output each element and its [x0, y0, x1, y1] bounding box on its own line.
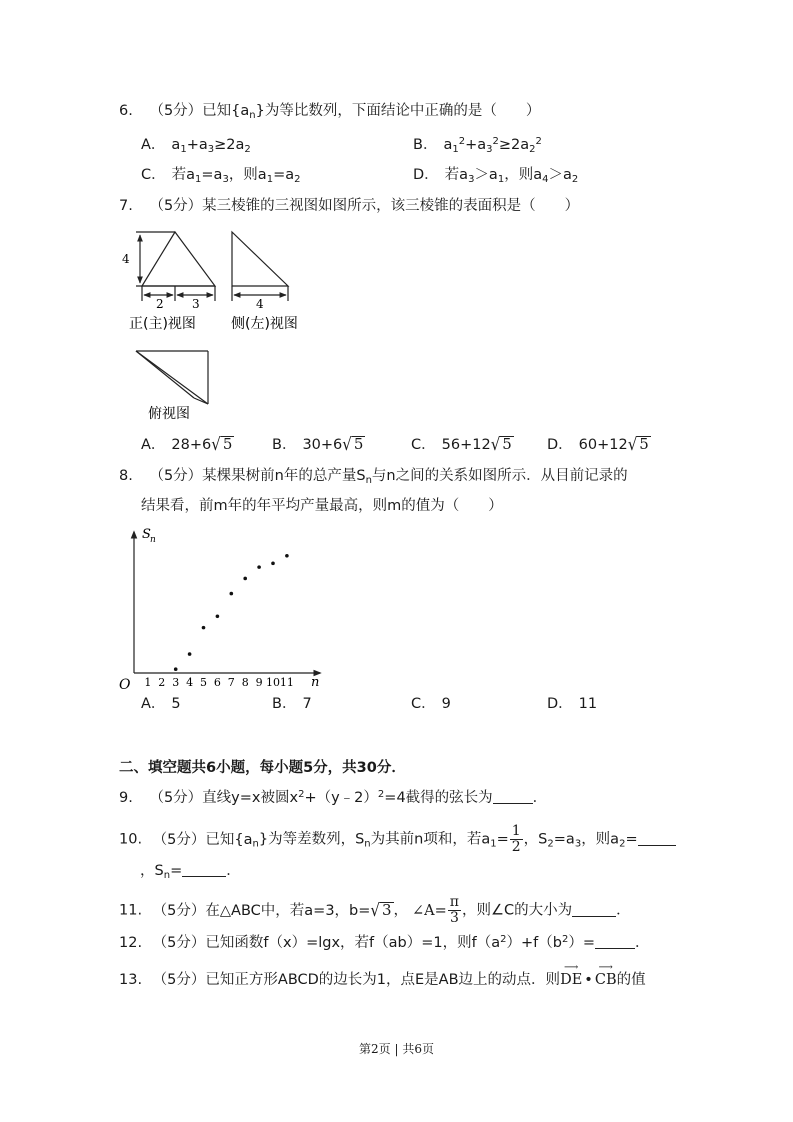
data-point	[174, 667, 178, 671]
q7-option-b[interactable]: B． 30+6√ 5	[272, 433, 364, 455]
q8-option-c[interactable]: C． 9	[411, 696, 451, 712]
x-tick-label: 2	[158, 676, 166, 689]
data-point	[216, 614, 220, 618]
q6-number: 6.	[119, 103, 133, 119]
top-view	[136, 351, 208, 404]
x-tick-label: 4	[186, 676, 194, 689]
q7-option-c[interactable]: C． 56+12√ 5	[411, 433, 512, 455]
x-tick-label: 6	[213, 676, 221, 689]
x-tick-label: 7	[227, 676, 235, 689]
dim-side-label: 4	[256, 297, 264, 311]
q10-answer-blank-2[interactable]	[182, 862, 226, 877]
data-point	[285, 554, 289, 558]
front-view	[136, 232, 215, 301]
q8-number: 8.	[119, 468, 133, 484]
q8-option-d[interactable]: D． 11	[547, 696, 598, 712]
origin-label: O	[119, 677, 131, 692]
q11-answer-blank[interactable]	[572, 902, 616, 917]
side-view-label: 侧(左)视图	[231, 316, 298, 332]
q10-stem-line2: ，$S_n=$ ．	[140, 863, 241, 881]
q7-option-d[interactable]: D． 60+12√ 5	[547, 433, 649, 455]
page-footer: 第2页 | 共6页	[359, 1042, 434, 1056]
q10-stem: 10. （5分）已知$\{a_n\}$为等差数列，$S_n$为其前n项和，若$a_1=$ $\frac{1}{2}$ ，$S_2=a_3$，则$a_2=$	[119, 824, 676, 855]
x-tick-label: 9	[255, 676, 263, 689]
x-tick-label: 5	[200, 676, 207, 689]
section-2-heading: 二、填空题共6小题，每小题5分，共30分．	[119, 760, 406, 776]
q13-vector-de: ⟶ DE	[560, 962, 583, 988]
data-point	[257, 565, 261, 569]
y-axis-label: S	[142, 527, 151, 542]
q7-three-view-figure	[118, 226, 318, 426]
x-tick-label: 3	[172, 676, 180, 689]
dim-height-label: 4	[122, 252, 130, 266]
q11-fraction: $\frac{\pi}{3}$	[449, 894, 459, 926]
y-axis-label-sub: n	[150, 535, 156, 545]
q8-stem-line2: 结果看，前m年的年平均产量最高，则m的值为（ ）	[141, 498, 503, 514]
data-point	[230, 592, 234, 596]
q10-answer-blank-1[interactable]	[638, 831, 676, 846]
q6-option-c[interactable]: C． 若$a_1=a_3$，则$a_1=a_2$	[141, 167, 301, 185]
q11-sqrt: √ 3	[370, 899, 392, 920]
data-point	[243, 577, 247, 581]
x-axis-label: n	[311, 675, 320, 690]
q8-option-a[interactable]: A． 5	[141, 696, 181, 712]
q8-option-b[interactable]: B． 7	[272, 696, 312, 712]
q7-stem: 7. （5分）某三棱锥的三视图如图所示，该三棱锥的表面积是（ ）	[119, 198, 580, 214]
q9-answer-blank[interactable]	[493, 789, 533, 804]
x-tick-label: 11	[279, 676, 294, 689]
front-view-label: 正(主)视图	[129, 316, 196, 332]
data-point	[271, 562, 275, 566]
q13-vector-cb: ⟶ CB	[594, 962, 617, 988]
q11-stem: 11. （5分）在△ABC中，若a=3，b=√ 3 ， ∠A= $\frac{\pi}{3}$ ，则∠C的大小为 ．	[119, 894, 631, 926]
side-view	[232, 232, 288, 301]
q12-answer-blank[interactable]	[595, 934, 635, 949]
dim-right-label: 3	[192, 297, 200, 311]
q6-stem: 6. （5分）已知$\{a_n\}$为等比数列，下面结论中正确的是（ ）	[119, 103, 541, 121]
x-tick-label: 10	[266, 676, 280, 689]
q12-stem: 12. （5分）已知函数f（x）=lgx，若f（ab）=1，则$f(a^2)+f(b^2)=$ ．	[119, 934, 650, 951]
q6-option-b[interactable]: B． $a_1^2+a_3^2\ge 2a_2^2$	[413, 136, 542, 155]
top-view-label: 俯视图	[148, 406, 190, 422]
q9-stem: 9. （5分）直线y=x被圆$x^2+(y﹣2)^2=4$截得的弦长为 ．	[119, 789, 548, 806]
q8-scatter-chart	[115, 520, 330, 692]
data-point	[202, 626, 206, 630]
q6-option-d[interactable]: D． 若$a_3>a_1$，则$a_4>a_2$	[413, 167, 579, 185]
q7-number: 7.	[119, 198, 133, 214]
q7-option-a[interactable]: A． 28+6√ 5	[141, 433, 233, 455]
data-point	[188, 652, 192, 656]
q10-fraction: $\frac{1}{2}$	[511, 823, 521, 855]
q8-stem: 8. （5分）某棵果树前n年的总产量$S_n$与n之间的关系如图所示．从目前记录的	[119, 468, 628, 486]
x-tick-label: 1	[144, 676, 152, 689]
q13-stem: 13. （5分）已知正方形ABCD的边长为1，点E是AB边上的动点．则 ⟶ DE • ⟶ CB的值	[119, 962, 646, 988]
dim-left-label: 2	[156, 297, 164, 311]
q6-option-a[interactable]: A． $a_1+a_3\ge 2a_2$	[141, 137, 251, 155]
x-tick-label: 8	[241, 676, 249, 689]
